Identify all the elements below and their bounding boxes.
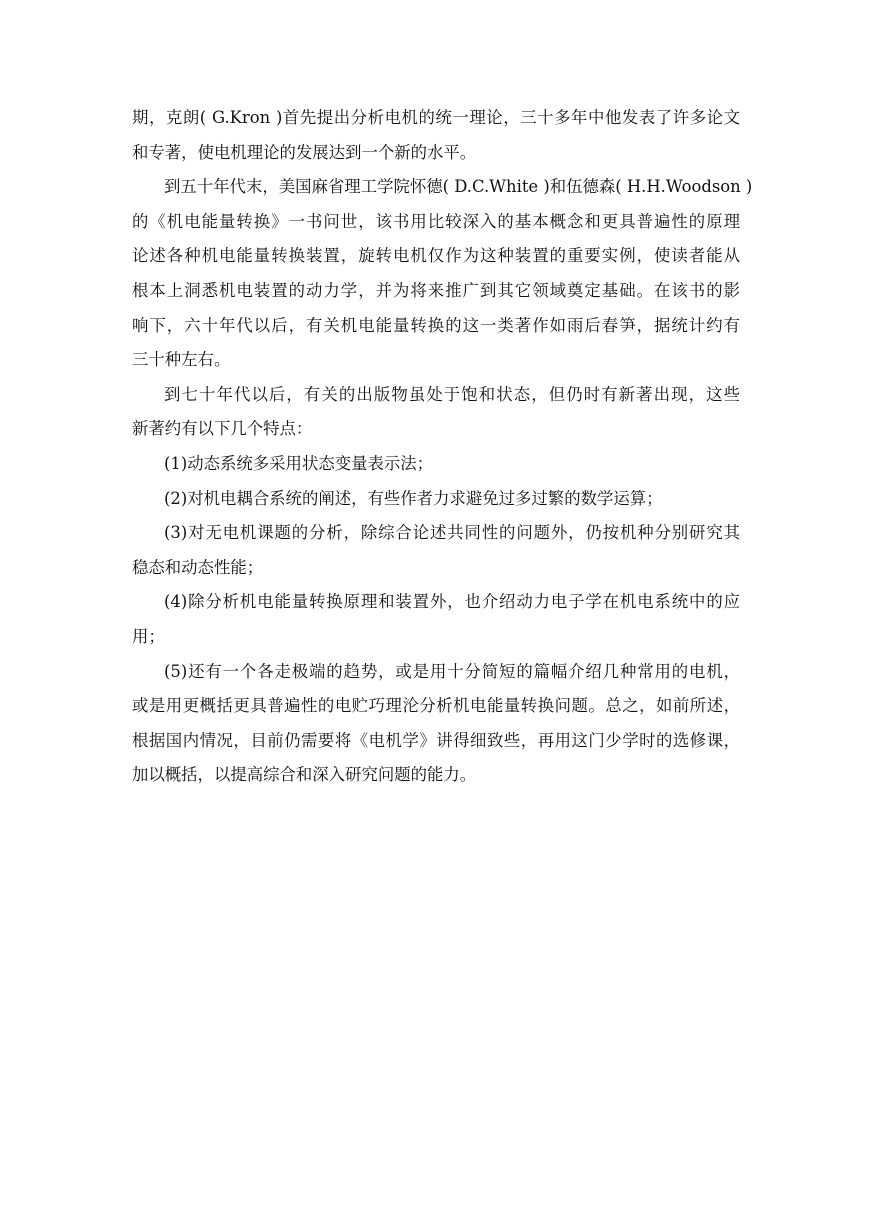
text-line: 和专著，使电机理论的发展达到一个新的水平。: [132, 142, 477, 162]
list-item: [132, 447, 740, 482]
paragraph: [132, 378, 740, 447]
text-line: 根本上洞悉机电装置的动力学，并为将来推广到其它领域奠定基础。在该书的影: [132, 280, 740, 300]
text-line: (1)动态系统多采用状态变量表示法；: [164, 453, 434, 473]
text-line: 三十种左右。: [132, 350, 231, 370]
text-line: (5)还有一个各走极端的趋势，或是用十分简短的篇幅介绍几种常用的电机，: [164, 661, 740, 681]
text-line: 期，克朗( G.Kron )首先提出分析电机的统一理论，三十多年中他发表了许多论文: [132, 108, 740, 127]
text-line: 响下，六十年代以后，有关机电能量转换的这一类著作如雨后春笋，据统计约有: [132, 315, 740, 335]
paragraph: [132, 170, 753, 378]
body-text: [132, 101, 753, 793]
text-line: 到五十年代末，美国麻省理工学院怀德( D.C.White )和伍德森( H.H.Woodson ): [164, 177, 753, 197]
text-line: (3)对无电机课题的分析，除综合论述共同性的问题外，仍按机种分别研究其: [164, 523, 740, 543]
text-line: 稳态和动态性能；: [132, 557, 264, 577]
list-item: [132, 655, 740, 793]
list-item: [132, 516, 740, 585]
text-line: (4)除分析机电能量转换原理和装置外，也介绍动力电子学在机电系统中的应: [164, 592, 740, 612]
text-line: 用；: [132, 626, 165, 646]
text-line: 论述各种机电能量转换装置，旋转电机仅作为这种装置的重要实例，使读者能从: [132, 246, 740, 266]
text-line: (2)对机电耦合系统的阐述，有些作者力求避免过多过繁的数学运算；: [164, 488, 663, 508]
text-line: 的《机电能量转换》一书问世，该书用比较深入的基本概念和更具普遍性的原理: [132, 211, 740, 231]
text-line: 新著约有以下几个特点：: [132, 419, 313, 439]
text-line: 到七十年代以后，有关的出版物虽处于饱和状态，但仍时有新著出现，这些: [164, 384, 740, 404]
text-line: 加以概括，以提高综合和深入研究问题的能力。: [132, 765, 477, 785]
text-line: 或是用更概括更具普遍性的电贮巧理沦分析机电能量转换问题。总之，如前所述，: [132, 696, 740, 716]
list-item: [132, 585, 740, 654]
list-item: [132, 482, 740, 517]
paragraph: [132, 101, 740, 170]
text-line: 根据国内情况，目前仍需要将《电机学》讲得细致些，再用这门少学时的选修课，: [132, 730, 740, 750]
